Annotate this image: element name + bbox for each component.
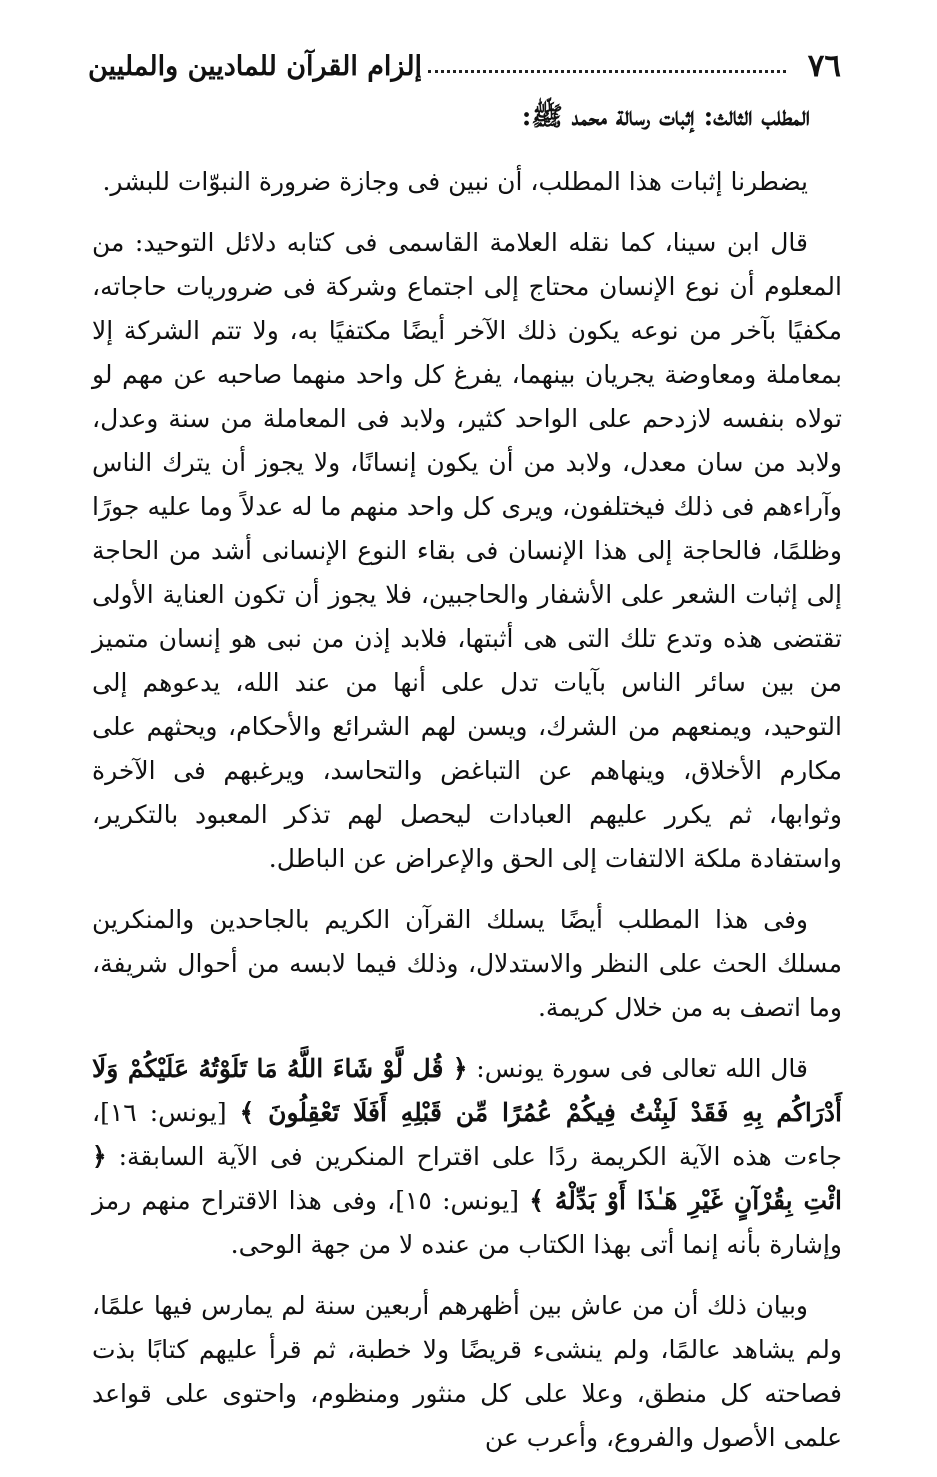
yunus-reference-16: [يونس: ١٦]، جاءت هذه الآية الكريمة ردًا على اقتراح المنكرين فى الآية السابقة: (92, 1098, 842, 1171)
paragraph-surah-yunus (92, 1047, 842, 1267)
quran-verse-16: ﴿ قُل لَّوْ شَاءَ اللَّهُ مَا تَلَوْتُهُ عَلَيْكُمْ وَلَا أَدْرَاكُم بِهِ فَقَدْ لَبِثْتُ فِيكُمْ عُمُرًا مِّن قَبْلِهِ أَفَلَا تَعْقِلُونَ ﴾ (92, 1054, 842, 1127)
paragraph-ibn-sina: قال ابن سينا، كما نقله العلامة القاسمى فى كتابه دلائل التوحيد: من المعلوم أن نوع الإنسان محتاج إلى اجتماع وشركة فى ضروريات حاجاته، مكفيًا بآخر من نوعه يكون ذلك الآخر أيضًا مكتفيًا به، ولا تتم الشركة إلا بمعاملة ومعاوضة يجريان بينهما، يفرغ كل واحد منهما صاحبه عن مهم لو تولاه بنفسه لازدحم على الواحد كثير، ولابد فى المعاملة من سنة وعدل، ولابد من سان معدل، ولابد من أن يكون إنسانًا، ولا يجوز أن يترك الناس وآراءهم فى ذلك فيختلفون، ويرى كل واحد منهم ما له عدلاً وما عليه جورًا وظلمًا، فالحاجة إلى هذا الإنسان فى بقاء النوع الإنسانى أشد من الحاجة إلى إثبات الشعر على الأشفار والحاجبين، فلا يجوز أن تكون العناية الأولى تقتضى هذه وتدع تلك التى هى أثبتها، فلابد إذن من نبى هو إنسان متميز من بين سائر الناس بآيات تدل على أنها من عند الله، يدعوهم إلى التوحيد، ويمنعهم من الشرك، ويسن لهم الشرائع والأحكام، ويحثهم على مكارم الأخلاق، وينهاهم عن التباغض والتحاسد، ويرغبهم فى الآخرة وثوابها، ثم يكرر عليهم العبادات ليحصل لهم تذكر المعبود بالتكرير، واستفادة ملكة الالتفات إلى الحق والإعراض عن الباطل. (92, 228, 842, 873)
quran-verse-15: ﴿ ائْتِ بِقُرْآنٍ غَيْرِ هَـٰذَا أَوْ بَدِّلْهُ ﴾ (92, 1142, 843, 1215)
paragraph-explanation: وبيان ذلك أن من عاش بين أظهرهم أربعين سنة لم يمارس فيها علمًا، ولم يشاهد عالمًا، ولم ينشىء قريضًا ولا خطبة، ثم قرأ عليهم كتابًا بذت فصاحته كل منطق، وعلا على كل منثور ومنظوم، واحتوى على قواعد علمى الأصول والفروع، وأعرب عن (92, 1291, 842, 1452)
yunus-tail: [يونس: ١٥]، وفى هذا الاقتراح منهم رمز وإشارة بأنه إنما أتى بهذا الكتاب من عنده لا من جهة الوحى. (92, 1186, 842, 1259)
page-header (88, 44, 841, 88)
paragraph-quran-approach: وفى هذا المطلب أيضًا يسلك القرآن الكريم بالجاحدين والمنكرين مسلك الحث على النظر والاستدلال، وذلك فيما لابسه من أحوال شريفة، وما اتصف به من خلال كريمة. (92, 905, 842, 1022)
section-heading: المطلب الثالث: إثبات رسالة محمد ﷺ: (521, 102, 810, 132)
yunus-lead: قال الله تعالى فى سورة يونس: (467, 1054, 808, 1083)
paragraph-intro: يضطرنا إثبات هذا المطلب، أن نبين فى وجازة ضرورة النبوّات للبشر. (102, 167, 808, 196)
dotted-leader (428, 70, 786, 73)
body-text (92, 160, 842, 1477)
page-number: ٧٦ (807, 48, 841, 84)
running-title: إلزام القرآن للماديين والمليين (88, 50, 423, 82)
